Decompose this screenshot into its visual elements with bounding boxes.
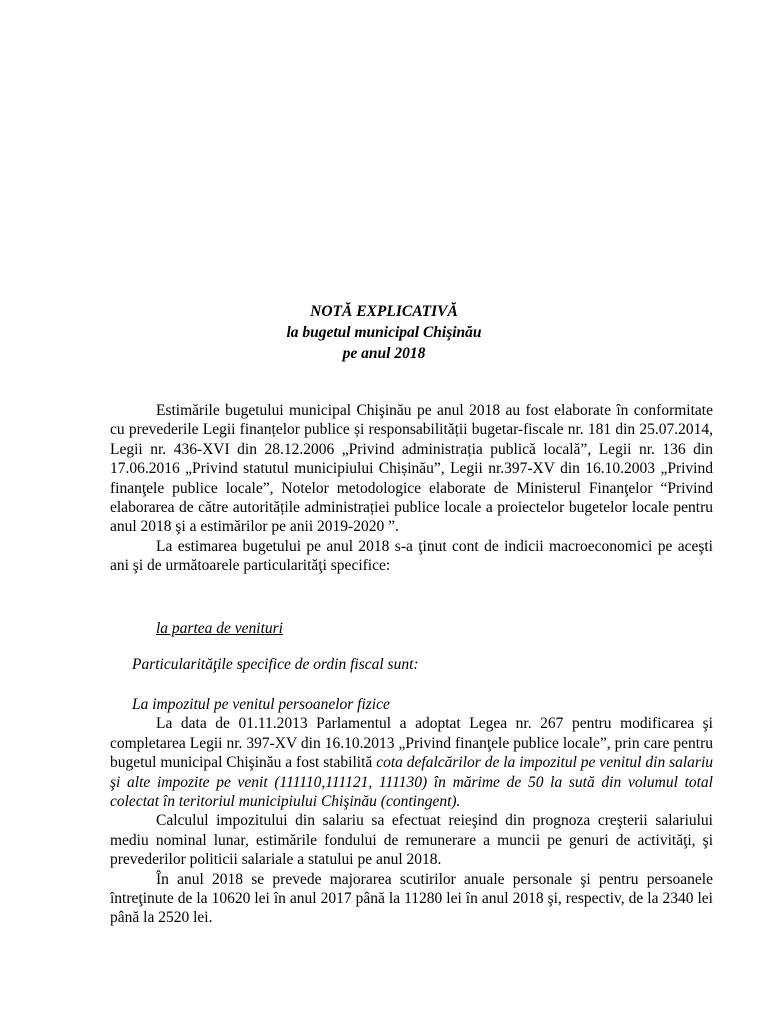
document-subtitle: la bugetul municipal Chişinău bbox=[286, 324, 482, 341]
paragraph-legal-basis: Estimările bugetului municipal Chişinău pe anul 2018 au fost elaborate în conformitate cu prevederile Legii finanțelor publice și responsabilității bugetar-fiscale nr. 181 din 25.07.2014, Legii nr. 436-XVI din 28.12.2006 „Privind administrația publică locală”, Legii nr. 136 din 17.06.2016 „Privind statutul municipiului Chișinău”, Legii nr.397-XV din 16.10.2003 „Privind finanţele publice locale”, Notelor metodologice elaborate de Ministerul Finanţelor “Privind elaborarea de către autoritățile administrației publice locale a proiectelor bugetelor locale pentru anul 2018 şi a estimărilor pe anii 2019-2020 ”. bbox=[110, 402, 713, 536]
document-title: NOTĂ EXPLICATIVĂ bbox=[310, 303, 458, 320]
intro-section bbox=[110, 401, 713, 576]
paragraph-exemptions: În anul 2018 se prevede majorarea scutirilor anuale personale şi pentru persoanele întreţinute de la 10620 lei în anul 2017 până la 11280 lei în anul 2018 şi, respectiv, de la 2340 lei până la 2520 lei. bbox=[110, 870, 713, 927]
document-year: pe anul 2018 bbox=[342, 345, 426, 362]
section-heading-fiscal: Particularităţile specifice de ordin fiscal sunt: bbox=[132, 656, 419, 673]
paragraph-salary-tax: Calculul impozitului din salariu sa efectuat reieşind din prognoza creşterii salariului mediu nominal lunar, estimările fondului de remunerare a muncii pe genuri de activităţi, şi prevederilor politicii salariale a statului pe anul 2018. bbox=[110, 812, 713, 869]
paragraph-law-267 bbox=[110, 714, 713, 811]
paragraph-law-267-quota: cota defalcărilor de la impozitul pe venitul din salariu şi alte impozite pe venit (111110,111121, 111130) în mărime de 50 la sută din volumul total colectat în teritoriul municipiului Chişinău (contingent). bbox=[110, 754, 714, 811]
paragraph-macroeconomic: La estimarea bugetului pe anul 2018 s-a ţinut cont de indicii macroeconomici pe aceşti ani şi de următoarele particularităţi specifice: bbox=[110, 537, 713, 575]
income-tax-section bbox=[110, 695, 713, 928]
section-heading-revenues: la partea de venituri bbox=[156, 620, 283, 637]
section-heading-income-tax: La impozitul pe venitul persoanelor fizice bbox=[132, 696, 390, 713]
paragraph-law-267-text: La data de 01.11.2013 Parlamentul a adoptat Legea nr. 267 pentru modificarea şi completarea Legii nr. 397-XV din 16.10.2013 „Privind finanţele publice locale”, prin care pentru bugetul municipal Chişinău a fost stabilită bbox=[110, 715, 713, 772]
